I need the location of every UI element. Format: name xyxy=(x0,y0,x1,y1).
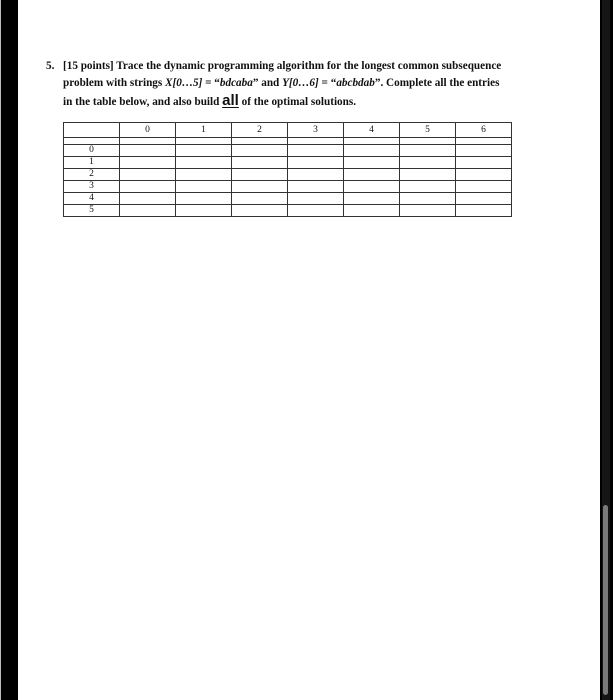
table-cell xyxy=(456,145,512,157)
column-header: 6 xyxy=(456,123,512,138)
table-cell xyxy=(400,193,456,205)
question-line-1: [15 points] Trace the dynamic programming algorithm for the longest common subsequence xyxy=(63,60,502,72)
table-cell xyxy=(176,157,232,169)
table-cell xyxy=(176,169,232,181)
viewer-left-edge xyxy=(0,0,1,700)
table-cell xyxy=(400,169,456,181)
y-string: abcbdab xyxy=(336,77,375,89)
table-cell xyxy=(232,138,288,145)
table-row xyxy=(64,181,512,193)
table-cell xyxy=(120,205,176,217)
column-header: 3 xyxy=(288,123,344,138)
table-cell xyxy=(456,169,512,181)
table-header-row xyxy=(64,123,512,138)
table-cell xyxy=(176,145,232,157)
x-string-label: X[0…5] xyxy=(165,77,203,89)
table-cell xyxy=(288,205,344,217)
table-cell xyxy=(344,181,400,193)
table-cell xyxy=(400,138,456,145)
table-cell xyxy=(456,138,512,145)
table-cell xyxy=(400,181,456,193)
table-cell xyxy=(400,145,456,157)
table-cell xyxy=(120,138,176,145)
table-row xyxy=(64,193,512,205)
table-cell xyxy=(288,157,344,169)
table-cell xyxy=(288,169,344,181)
column-header: 1 xyxy=(176,123,232,138)
table-cell xyxy=(400,157,456,169)
table-cell xyxy=(400,205,456,217)
table-cell xyxy=(232,193,288,205)
table-corner-cell xyxy=(64,123,120,138)
table-cell xyxy=(288,145,344,157)
column-header: 2 xyxy=(232,123,288,138)
table-cell xyxy=(344,157,400,169)
table-cell xyxy=(456,157,512,169)
row-header: 4 xyxy=(64,193,120,205)
table-cell xyxy=(64,138,120,145)
table-cell xyxy=(456,205,512,217)
question-text xyxy=(63,58,566,111)
y-string-label: Y[0…6] xyxy=(282,77,319,89)
table-cell xyxy=(456,193,512,205)
x-string: bdcaba xyxy=(219,77,253,89)
table-row xyxy=(64,145,512,157)
table-cell xyxy=(344,145,400,157)
table-cell xyxy=(176,205,232,217)
question-number: 5. xyxy=(46,60,55,72)
table-cell xyxy=(344,169,400,181)
table-row xyxy=(64,169,512,181)
column-header: 5 xyxy=(400,123,456,138)
scrollbar-thumb[interactable] xyxy=(603,505,608,695)
table-cell xyxy=(344,138,400,145)
table-cell xyxy=(176,181,232,193)
table-cell xyxy=(120,193,176,205)
all-emphasis: all xyxy=(222,92,239,109)
table-cell xyxy=(232,169,288,181)
table-cell xyxy=(288,193,344,205)
table-cell xyxy=(176,193,232,205)
row-header: 5 xyxy=(64,205,120,217)
table-cell xyxy=(120,145,176,157)
row-header: 1 xyxy=(64,157,120,169)
table-cell xyxy=(120,157,176,169)
table-cell xyxy=(288,138,344,145)
table-cell xyxy=(232,145,288,157)
column-header: 0 xyxy=(120,123,176,138)
table-cell xyxy=(120,169,176,181)
question-line-3: in the table below, and also build all of the optimal solutions. xyxy=(63,92,357,109)
table-blank-row xyxy=(64,138,512,145)
column-header: 4 xyxy=(344,123,400,138)
table-cell xyxy=(176,138,232,145)
table-cell xyxy=(288,181,344,193)
table-cell xyxy=(232,205,288,217)
table-cell xyxy=(232,157,288,169)
row-header: 0 xyxy=(64,145,120,157)
table-row xyxy=(64,205,512,217)
question-line-2: problem with strings X[0…5] = “bdcaba” and Y[0…6] = “abcbdab”. Complete all the entries xyxy=(63,77,500,89)
row-header: 2 xyxy=(64,169,120,181)
question-5 xyxy=(46,58,566,111)
table-row xyxy=(64,157,512,169)
table-cell xyxy=(344,193,400,205)
table-cell xyxy=(344,205,400,217)
table-cell xyxy=(456,181,512,193)
lcs-table xyxy=(63,122,512,217)
table-cell xyxy=(232,181,288,193)
row-header: 3 xyxy=(64,181,120,193)
table-cell xyxy=(120,181,176,193)
